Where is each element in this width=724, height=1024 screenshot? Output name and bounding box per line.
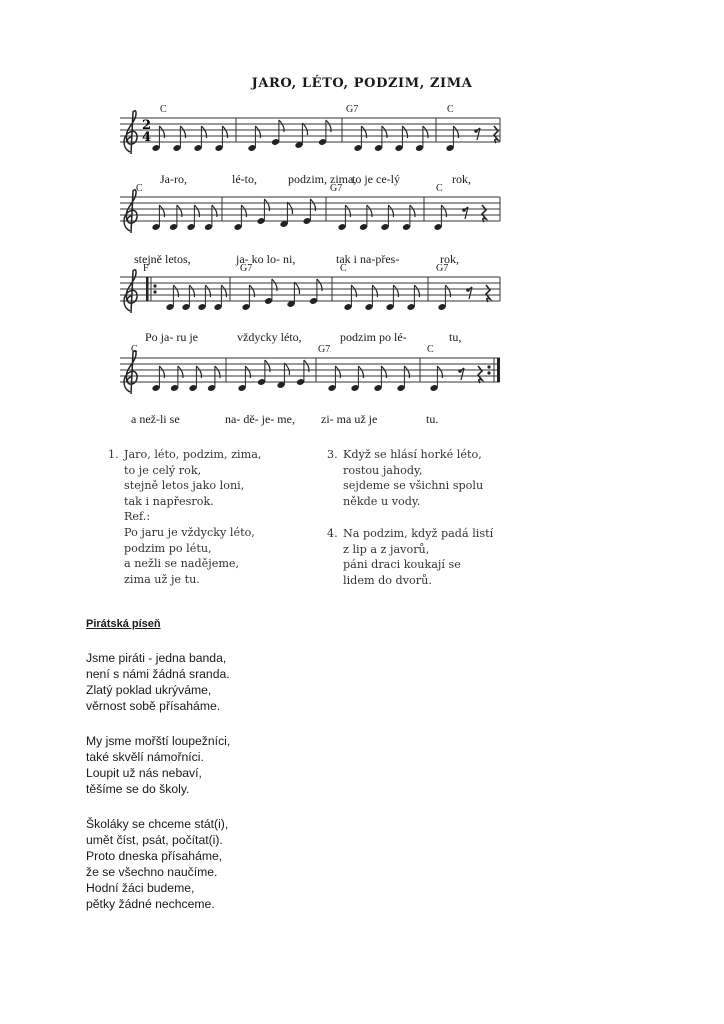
chord-symbol: G7: [318, 344, 331, 355]
verse-3: [327, 447, 484, 509]
chord-symbol: C: [160, 104, 167, 115]
note-flag: [294, 282, 299, 294]
pirate-stanza-3: [86, 816, 228, 913]
text-line: My jsme mořští loupežníci,: [86, 734, 231, 748]
lyric-segment: podzim po lé-: [340, 330, 407, 344]
lyric-segment: to je ce-lý: [352, 172, 400, 186]
quarter-rest: [482, 205, 486, 222]
verse-4: [327, 526, 494, 588]
quarter-rest: [478, 366, 482, 383]
chord-symbol: C: [427, 344, 434, 355]
lyric-segment: Ja-ro,: [160, 172, 187, 186]
text-line: rostou jahody,: [343, 463, 423, 477]
pirate-song-title: Pirátská píseň: [86, 618, 161, 630]
verse-number: 3.: [327, 448, 338, 461]
text-line: pětky žádné nechceme.: [86, 897, 215, 912]
lyric-segment: lé-to,: [232, 172, 257, 186]
lyric-segment: podzim, zima,: [288, 172, 357, 186]
lyric-segment: ja- ko lo- ni,: [236, 252, 296, 266]
text-line: Loupit už nás nebaví,: [86, 766, 202, 781]
lyric-segment: a než-li se: [131, 412, 180, 426]
text-line: že se všechno naučíme.: [86, 865, 218, 880]
treble-clef: [124, 190, 137, 233]
chord-symbol: G7: [240, 263, 253, 274]
lyric-segment: rok,: [452, 172, 471, 186]
chord-symbol: C: [447, 104, 454, 115]
treble-clef: [124, 351, 137, 394]
time-signature-top: 2: [142, 118, 152, 133]
verse-number: 1.: [108, 448, 119, 461]
repeat-dot: [153, 290, 156, 293]
quarter-rest: [486, 285, 490, 302]
text-line: Jaro, léto, podzim, zima,: [124, 448, 262, 461]
lyric-segment: rok,: [440, 252, 459, 266]
chord-symbol: C: [131, 344, 138, 355]
note-flag: [287, 202, 292, 214]
repeat-dot: [487, 371, 490, 374]
text-line: Školáky se chceme stát(i),: [86, 817, 229, 831]
verse-number: 4.: [327, 527, 338, 540]
text-line: to je celý rok,: [124, 463, 202, 477]
treble-clef: [124, 111, 137, 154]
final-barline-thick: [497, 358, 500, 382]
lyric-segment: na- dě- je- me,: [225, 412, 295, 426]
chord-symbol: C: [340, 263, 347, 274]
text-line: tak i napřesrok.: [124, 494, 214, 508]
text-line: Na podzim, když padá listí: [343, 527, 494, 540]
text-line: Zlatý poklad ukrýváme,: [86, 683, 212, 698]
text-line: páni draci koukají se: [343, 558, 461, 572]
text-line: z lip a z javorů,: [343, 542, 430, 556]
repeat-dot: [153, 284, 156, 287]
text-line: stejně letos jako loni,: [124, 479, 245, 493]
lyric-segment: stejně letos,: [134, 252, 191, 266]
text-line: Hodní žáci budeme,: [86, 881, 195, 896]
text-line: Jsme piráti - jedna banda,: [86, 651, 227, 665]
repeat-dot: [487, 365, 490, 368]
quarter-rest: [494, 126, 498, 143]
text-line: někde u vody.: [343, 494, 421, 508]
repeat-start-thick: [146, 277, 149, 301]
chord-symbol: G7: [436, 263, 449, 274]
text-line: Po jaru je vždycky léto,: [124, 525, 255, 539]
lyric-segment: tu,: [449, 330, 462, 344]
sheet-music: [0, 0, 724, 440]
note-flag: [284, 363, 289, 375]
text-line: Když se hlásí horké léto,: [343, 448, 482, 461]
song-title: JARO, LÉTO, PODZIM, ZIMA: [251, 76, 473, 91]
text-line: lidem do dvorů.: [343, 573, 432, 587]
text-line: sejdeme se všichni spolu: [343, 479, 484, 493]
pirate-stanza-1: [86, 650, 230, 714]
text-line: také skvělí námořníci.: [86, 750, 204, 765]
chord-symbol: G7: [346, 104, 359, 115]
lyric-segment: tu.: [426, 412, 439, 426]
text-line: těšíme se do školy.: [86, 782, 190, 797]
lyric-segment: Po ja- ru je: [145, 330, 198, 344]
text-line: Proto dneska přísaháme,: [86, 849, 223, 864]
chord-symbol: G7: [330, 183, 343, 194]
verse-1: [108, 447, 262, 587]
text-line: není s námi žádná sranda.: [86, 667, 230, 682]
lyric-segment: vždycky léto,: [237, 330, 302, 344]
text-line: věrnost sobě přísaháme.: [86, 699, 221, 714]
chord-symbol: C: [436, 183, 443, 194]
time-signature-bottom: 4: [142, 130, 152, 145]
chord-symbol: C: [136, 183, 143, 194]
text-line: zima už je tu.: [124, 572, 200, 586]
text-line: umět číst, psát, počítat(i).: [86, 833, 223, 848]
treble-clef: [124, 270, 137, 313]
text-line: podzim po létu,: [124, 541, 212, 555]
lyric-segment: zi- ma už je: [321, 412, 378, 426]
text-line: Ref.:: [124, 510, 151, 524]
chord-symbol: F: [143, 263, 149, 274]
text-line: a nežli se nadějeme,: [124, 557, 240, 571]
lyric-segment: tak i na-přes-: [336, 252, 400, 266]
pirate-stanza-2: [86, 733, 230, 797]
note-flag: [302, 123, 307, 135]
